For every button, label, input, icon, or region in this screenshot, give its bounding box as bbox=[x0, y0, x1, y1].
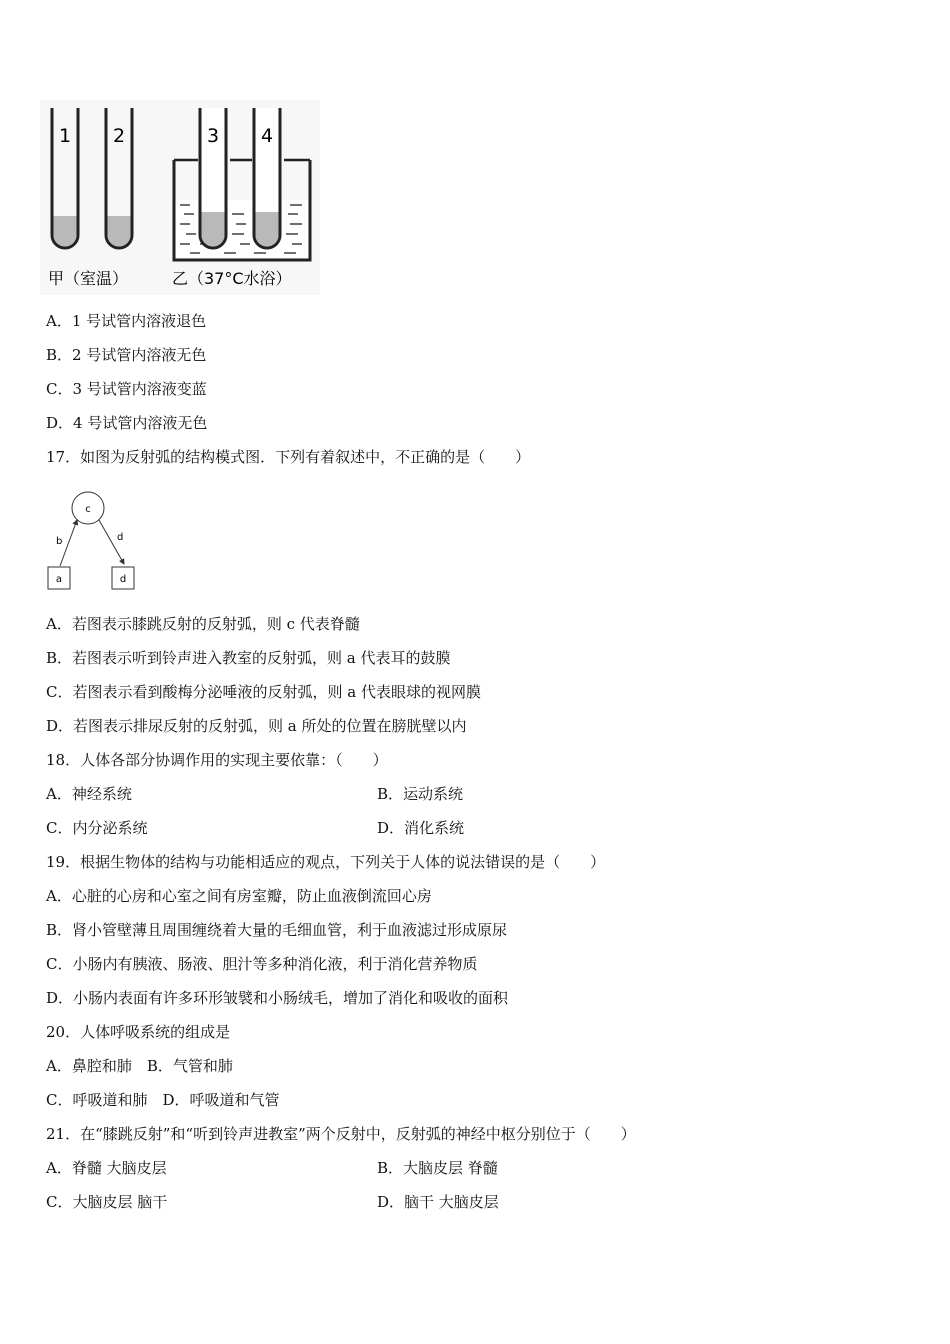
q21-stem: 21．在“膝跳反射”和“听到铃声进教室”两个反射中，反射弧的神经中枢分别位于（ ） bbox=[46, 1125, 636, 1143]
caption-room-temp: 甲（室温） bbox=[48, 269, 129, 288]
label-d-box: d bbox=[119, 574, 127, 585]
tube-label-1: 1 bbox=[58, 125, 72, 147]
q21-option-a: A．脊髓 大脑皮层 bbox=[46, 1159, 167, 1177]
q18-option-d: D．消化系统 bbox=[377, 819, 465, 837]
q21-option-b: B．大脑皮层 脊髓 bbox=[377, 1159, 498, 1177]
tube-label-4: 4 bbox=[260, 125, 274, 147]
q18-option-a: A．神经系统 bbox=[46, 785, 132, 803]
q16-option-d: D．4 号试管内溶液无色 bbox=[46, 414, 208, 432]
q17-option-c: C．若图表示看到酸梅分泌唾液的反射弧，则 a 代表眼球的视网膜 bbox=[46, 683, 481, 701]
caption-water-bath: 乙（37°C水浴） bbox=[172, 269, 292, 288]
tube-label-2: 2 bbox=[112, 125, 126, 147]
q16-option-c: C．3 号试管内溶液变蓝 bbox=[46, 380, 207, 398]
q17-option-d: D．若图表示排尿反射的反射弧，则 a 所处的位置在膀胱壁以内 bbox=[46, 717, 467, 735]
q18-stem: 18．人体各部分协调作用的实现主要依靠：（ ） bbox=[46, 751, 388, 769]
label-b: b bbox=[56, 536, 63, 547]
q20-options-ab: A．鼻腔和肺 B．气管和肺 bbox=[46, 1057, 233, 1075]
q19-option-d: D．小肠内表面有许多环形皱襞和小肠绒毛，增加了消化和吸收的面积 bbox=[46, 989, 509, 1007]
label-c: c bbox=[85, 504, 91, 515]
q16-option-a: A．1 号试管内溶液退色 bbox=[46, 312, 207, 330]
q20-options-cd: C．呼吸道和肺 D．呼吸道和气管 bbox=[46, 1091, 280, 1109]
q17-option-a: A．若图表示膝跳反射的反射弧，则 c 代表脊髓 bbox=[46, 615, 360, 633]
q17-option-b: B．若图表示听到铃声进入教室的反射弧，则 a 代表耳的鼓膜 bbox=[46, 649, 451, 667]
test-tube-diagram bbox=[40, 100, 320, 295]
q19-option-c: C．小肠内有胰液、肠液、胆汁等多种消化液，利于消化营养物质 bbox=[46, 955, 478, 973]
label-d-line: d bbox=[117, 532, 124, 543]
test-tube-figure bbox=[40, 100, 320, 295]
q19-stem: 19．根据生物体的结构与功能相适应的观点，下列关于人体的说法错误的是（ ） bbox=[46, 853, 606, 871]
q17-stem: 17．如图为反射弧的结构模式图．下列有着叙述中，不正确的是（ ） bbox=[46, 448, 531, 466]
q19-option-b: B．肾小管壁薄且周围缠绕着大量的毛细血管，利于血液滤过形成原尿 bbox=[46, 921, 508, 939]
reflex-arc-diagram bbox=[44, 488, 140, 592]
q19-option-a: A．心脏的心房和心室之间有房室瓣，防止血液倒流回心房 bbox=[46, 887, 432, 905]
tube-label-3: 3 bbox=[206, 125, 220, 147]
q16-option-b: B．2 号试管内溶液无色 bbox=[46, 346, 207, 364]
q18-option-b: B．运动系统 bbox=[377, 785, 464, 803]
q18-option-c: C．内分泌系统 bbox=[46, 819, 148, 837]
q21-option-c: C．大脑皮层 脑干 bbox=[46, 1193, 168, 1211]
reflex-arc-figure bbox=[44, 488, 140, 592]
q21-option-d: D．脑干 大脑皮层 bbox=[377, 1193, 499, 1211]
q20-stem: 20．人体呼吸系统的组成是 bbox=[46, 1023, 231, 1041]
label-a: a bbox=[55, 574, 63, 585]
